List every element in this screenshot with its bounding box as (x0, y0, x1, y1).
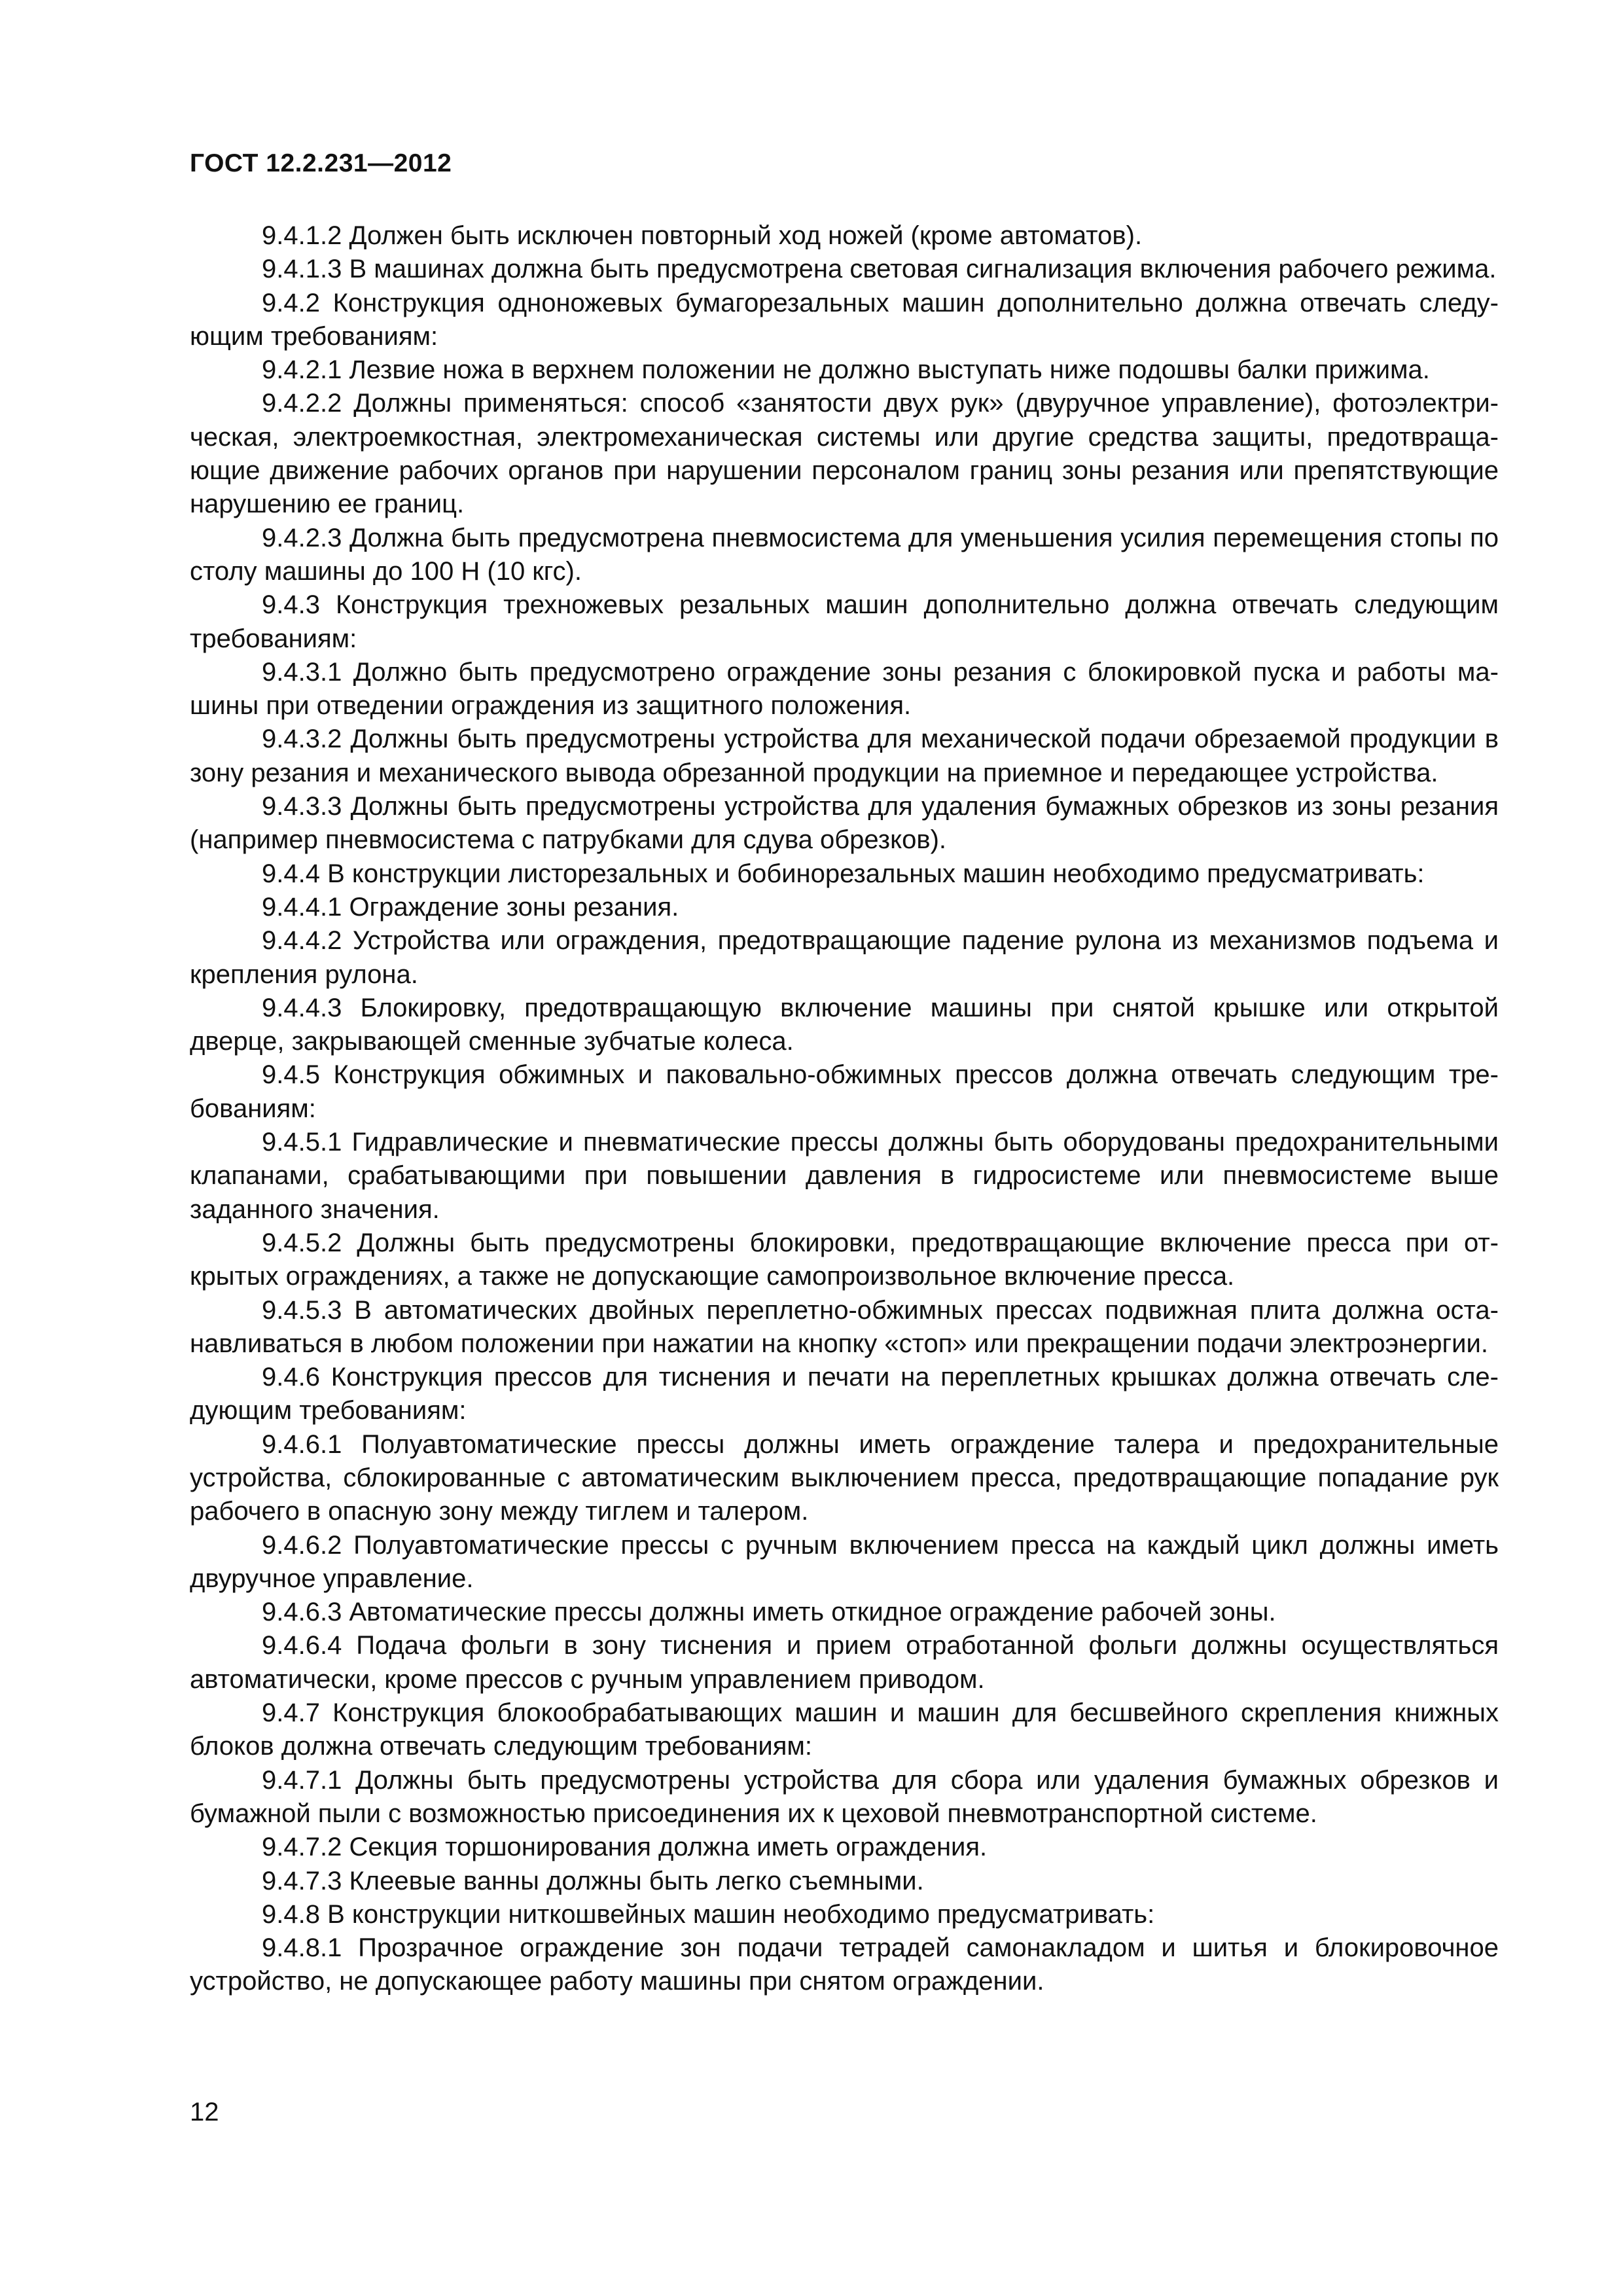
paragraph-9-4-3-2: 9.4.3.2 Должны быть предусмотрены устройства для механической подачи обрезаемой продукции в зону резания и механического вывода обрезанной продукции на приемное и передающее устройства. (190, 725, 1499, 787)
paragraph-9-4-2-2: 9.4.2.2 Должны применяться: способ «занятости двух рук» (двуручное управление), фотоэлектрическая, электроемкостная, электромеханическая системы или другие средства защиты, предотвращающие движение рабочих органов при нарушении персоналом границ зоны резания или препятствующие нарушению ее границ. (190, 389, 1499, 519)
paragraph-9-4-7-2: 9.4.7.2 Секция торшонирования должна иметь ограждения. (262, 1833, 988, 1862)
paragraph-9-4-4-3: 9.4.4.3 Блокировку, предотвращающую включение машины при снятой крышке или открытой дверце, закрывающей сменные зубчатые колеса. (190, 993, 1499, 1056)
paragraph-9-4-6-2: 9.4.6.2 Полуавтоматические прессы с ручным включением пресса на каждый цикл должны иметь двуручное управление. (190, 1530, 1499, 1593)
paragraph-9-4-5-1: 9.4.5.1 Гидравлические и пневматические прессы должны быть оборудованы предохранительными клапанами, срабатывающими при повышении давления в гидросистеме или пневмосистеме выше заданного значения. (190, 1128, 1499, 1224)
paragraph-9-4-6: 9.4.6 Конструкция прессов для тиснения и печати на переплетных крышках должна отвечать следующим требованиям: (190, 1363, 1499, 1426)
paragraph-9-4-5-2: 9.4.5.2 Должны быть предусмотрены блокировки, предотвращающие включение пресса при открытых ограждениях, а также не допускающие самопроизвольное включение пресса. (190, 1228, 1499, 1291)
paragraph-9-4-7-3: 9.4.7.3 Клеевые ванны должны быть легко съемными. (262, 1866, 924, 1895)
paragraph-9-4-4-2: 9.4.4.2 Устройства или ограждения, предотвращающие падение рулона из механизмов подъема и крепления рулона. (190, 926, 1499, 989)
paragraph-9-4-1-3: 9.4.1.3 В машинах должна быть предусмотрена световая сигнализация включения рабочего режима. (262, 255, 1497, 284)
paragraph-9-4-6-4: 9.4.6.4 Подача фольги в зону тиснения и прием отработанной фольги должны осуществляться автоматически, кроме прессов с ручным управлением приводом. (190, 1631, 1499, 1694)
paragraph-9-4-4-1: 9.4.4.1 Ограждение зоны резания. (262, 892, 679, 922)
paragraph-9-4-7: 9.4.7 Конструкция блокообрабатывающих машин и машин для бесшвейного скрепления книжных блоков должна отвечать следующим требованиям: (190, 1698, 1499, 1761)
paragraph-9-4-3-3: 9.4.3.3 Должны быть предусмотрены устройства для удаления бумажных обрезков из зоны резания (например пневмосистема с патрубками для сдува обрезков). (190, 792, 1499, 855)
document-header: ГОСТ 12.2.231—2012 (190, 149, 452, 177)
paragraph-9-4-8: 9.4.8 В конструкции ниткошвейных машин необходимо предусматривать: (262, 1899, 1155, 1929)
paragraph-9-4-2-3: 9.4.2.3 Должна быть предусмотрена пневмосистема для уменьшения усилия перемещения стопы по столу машины до 100 Н (10 кгс). (190, 523, 1499, 586)
paragraph-9-4-7-1: 9.4.7.1 Должны быть предусмотрены устройства для сбора или удаления бумажных обрезков и бумажной пыли с возможностью присоединения их к цеховой пневмотранспортной системе. (190, 1765, 1499, 1828)
paragraph-9-4-2: 9.4.2 Конструкция одноножевых бумагорезальных машин дополнительно должна отвечать следующим требованиям: (190, 288, 1499, 351)
paragraph-9-4-6-1: 9.4.6.1 Полуавтоматические прессы должны иметь ограждение талера и предохранительные устройства, сблокированные с автоматическим выключением пресса, предотвращающие попадание рук рабочего в опасную зону между тиглем и талером. (190, 1429, 1499, 1526)
paragraph-9-4-3: 9.4.3 Конструкция трехножевых резальных машин дополнительно должна отвечать следующим требованиям: (190, 590, 1499, 653)
paragraph-9-4-8-1: 9.4.8.1 Прозрачное ограждение зон подачи тетрадей самонакладом и шитья и блокировочное устройство, не допускающее работу машины при снятом ограждении. (190, 1933, 1499, 1996)
paragraph-9-4-1-2: 9.4.1.2 Должен быть исключен повторный ход ножей (кроме автоматов). (262, 221, 1143, 250)
document-body (190, 219, 1499, 1999)
paragraph-9-4-6-3: 9.4.6.3 Автоматические прессы должны иметь откидное ограждение рабочей зоны. (262, 1598, 1276, 1627)
paragraph-9-4-5-3: 9.4.5.3 В автоматических двойных переплетно-обжимных прессах подвижная плита должна останавливаться в любом положении при нажатии на кнопку «стоп» или прекращении подачи электроэнергии. (190, 1295, 1499, 1358)
paragraph-9-4-3-1: 9.4.3.1 Должно быть предусмотрено ограждение зоны резания с блокировкой пуска и работы машины при отведении ограждения из защитного положения. (190, 657, 1499, 721)
paragraph-9-4-2-1: 9.4.2.1 Лезвие ножа в верхнем положении не должно выступать ниже подошвы балки прижима. (262, 355, 1430, 385)
paragraph-9-4-4: 9.4.4 В конструкции листорезальных и бобинорезальных машин необходимо предусматривать: (262, 859, 1425, 888)
page-number: 12 (190, 2098, 219, 2126)
paragraph-9-4-5: 9.4.5 Конструкция обжимных и паковально-обжимных прессов должна отвечать следующим требованиям: (190, 1060, 1499, 1123)
